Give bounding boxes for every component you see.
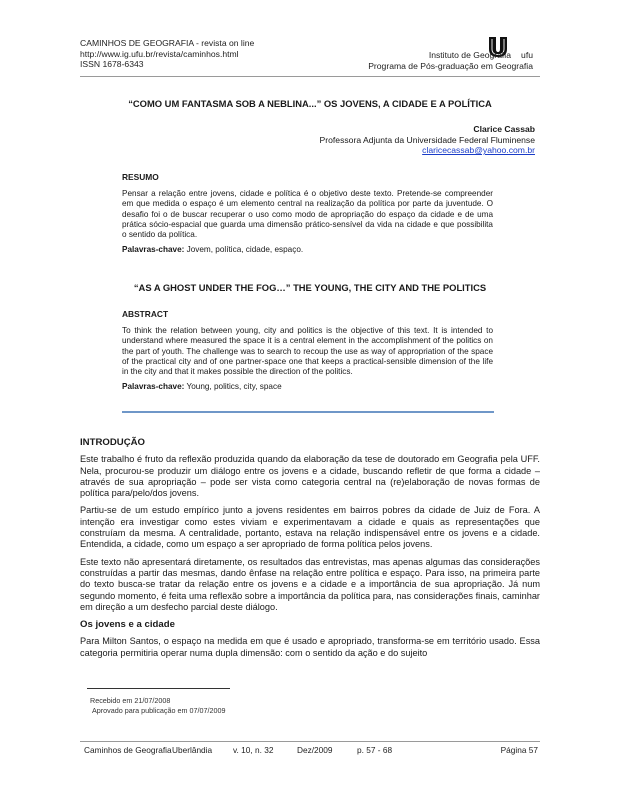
journal-name: CAMINHOS DE GEOGRAFIA - revista on line: [80, 38, 255, 48]
author-name: Clarice Cassab: [473, 124, 535, 134]
article-title: “COMO UM FANTASMA SOB A NEBLINA...” OS JOVENS, A CIDADE E A POLÍTICA: [128, 98, 492, 109]
body-paragraph: Para Milton Santos, o espaço na medida em que é usado e apropriado, transforma-se em território usado. Essa categoria permitiria operar numa dupla dimensão: com o sentido da ação e do sujeito: [80, 636, 540, 658]
footer-divider: [80, 741, 540, 742]
journal-header-left: [80, 38, 254, 70]
page-footer: [84, 745, 538, 755]
journal-url: http://www.ig.ufu.br/revista/caminhos.html: [80, 48, 239, 59]
resumo-keywords-value: Jovem, política, cidade, espaço.: [186, 245, 304, 255]
journal-issn: ISSN 1678-6343: [80, 59, 144, 70]
body-paragraph: Este trabalho é fruto da reflexão produzida quando da elaboração da tese de doutorado em Geografia pela UFF. Nela, procurou-se produzir um diálogo entre os jovens e a cidade, buscando refletir de que forma a cidade – através de sua apropriação – pode ser vista como categoria central na (re)elaboração de novas formas de política para/pelo/dos jovens.: [80, 454, 540, 499]
body-paragraph: Partiu-se de um estudo empírico junto a jovens residentes em bairros pobres da cidade de Juiz de Fora. A intenção era investigar como estes viviam e experimentavam a cidade e quais as representações que construíam da mesma. A centralidade, portanto, estava na relação indispensável entre os jovens e a cidade. Entendida, a cidade, como um espaço a ser apropriado de forma política pelos jovens.: [80, 505, 540, 550]
footnotes: [90, 696, 225, 715]
author-block: [320, 124, 535, 156]
body-text: [80, 437, 540, 665]
author-email-link[interactable]: claricecassab@yahoo.com.br: [422, 145, 535, 156]
footer-date: Dez/2009: [297, 745, 333, 755]
author-affiliation: Professora Adjunta da Universidade Federal Fluminense: [319, 134, 535, 145]
resumo-section: [122, 172, 493, 260]
footer-volume: v. 10, n. 32: [233, 745, 274, 755]
abstract-text: To think the relation between young, city and politics is the objective of this text. It is intended to understand where measured the space it is a central element in the accomplishment of the politics on the part of youth. The challenge was to search to recoup the use as way of appropriation of the space of the practical city and of one partner-space one that keeps a practical-sensible dimension of the life in the city and that it makes possible the direction of the politics.: [122, 326, 493, 377]
institute-name: Instituto de Geografia: [428, 50, 511, 60]
program-name: Programa de Pós-graduação em Geografia: [368, 60, 533, 71]
resumo-keywords: [122, 245, 493, 255]
footer-pages: p. 57 - 68: [357, 745, 393, 755]
resumo-text: Pensar a relação entre jovens, cidade e política é o objetivo deste texto. Pretende-se compreender em que medida o espaço é um elemento central na realização da política por parte da juventude. O desafio foi o de buscar recuperar o uso como modo de apropriação do espaço da cidade e de uma prática sócio-espacial que guarda uma dimensão prático-sensível da vida na cidade e que possibilita o sentido da política.: [122, 189, 493, 240]
received-date: Recebido em 21/07/2008: [90, 696, 171, 705]
abstract-divider: [122, 411, 494, 413]
resumo-keywords-label: Palavras-chave:: [122, 245, 185, 255]
body-paragraph: Este texto não apresentará diretamente, os resultados das entrevistas, mas apenas algumas das considerações construídas a partir das mesmas, dando ênfase na relação entre política e espaço. Para isso, na primeira parte do texto busca-se tratar da relação entre os jovens e a cidade e a importância de sua apropriação. Já num segundo momento, é feita uma reflexão sobre a importância da política para, nas considerações finais, caminhar em direção a um desfecho parcial deste diálogo.: [80, 556, 540, 612]
header-divider: [80, 76, 540, 77]
approved-date: Aprovado para publicação em 07/07/2009: [92, 705, 226, 715]
abstract-section: [122, 309, 493, 397]
abstract-keywords-label: Palavras-chave:: [122, 382, 185, 392]
footer-journal: Caminhos de Geografia: [84, 745, 172, 755]
footer-page-number: Página 57: [500, 745, 538, 755]
abstract-heading: ABSTRACT: [122, 309, 169, 319]
section-heading: Os jovens e a cidade: [80, 619, 175, 631]
resumo-heading: RESUMO: [122, 172, 159, 182]
intro-heading: INTRODUÇÃO: [80, 437, 146, 448]
footnote-divider: [87, 688, 230, 689]
article-title-english: “AS A GHOST UNDER THE FOG…” THE YOUNG, THE CITY AND THE POLITICS: [133, 282, 487, 293]
journal-header-right: [368, 50, 533, 71]
abstract-keywords-value: Young, politics, city, space: [186, 382, 282, 392]
logo-text: ufu: [521, 50, 533, 60]
footer-city: Uberlândia: [172, 745, 213, 755]
abstract-keywords: [122, 382, 493, 392]
